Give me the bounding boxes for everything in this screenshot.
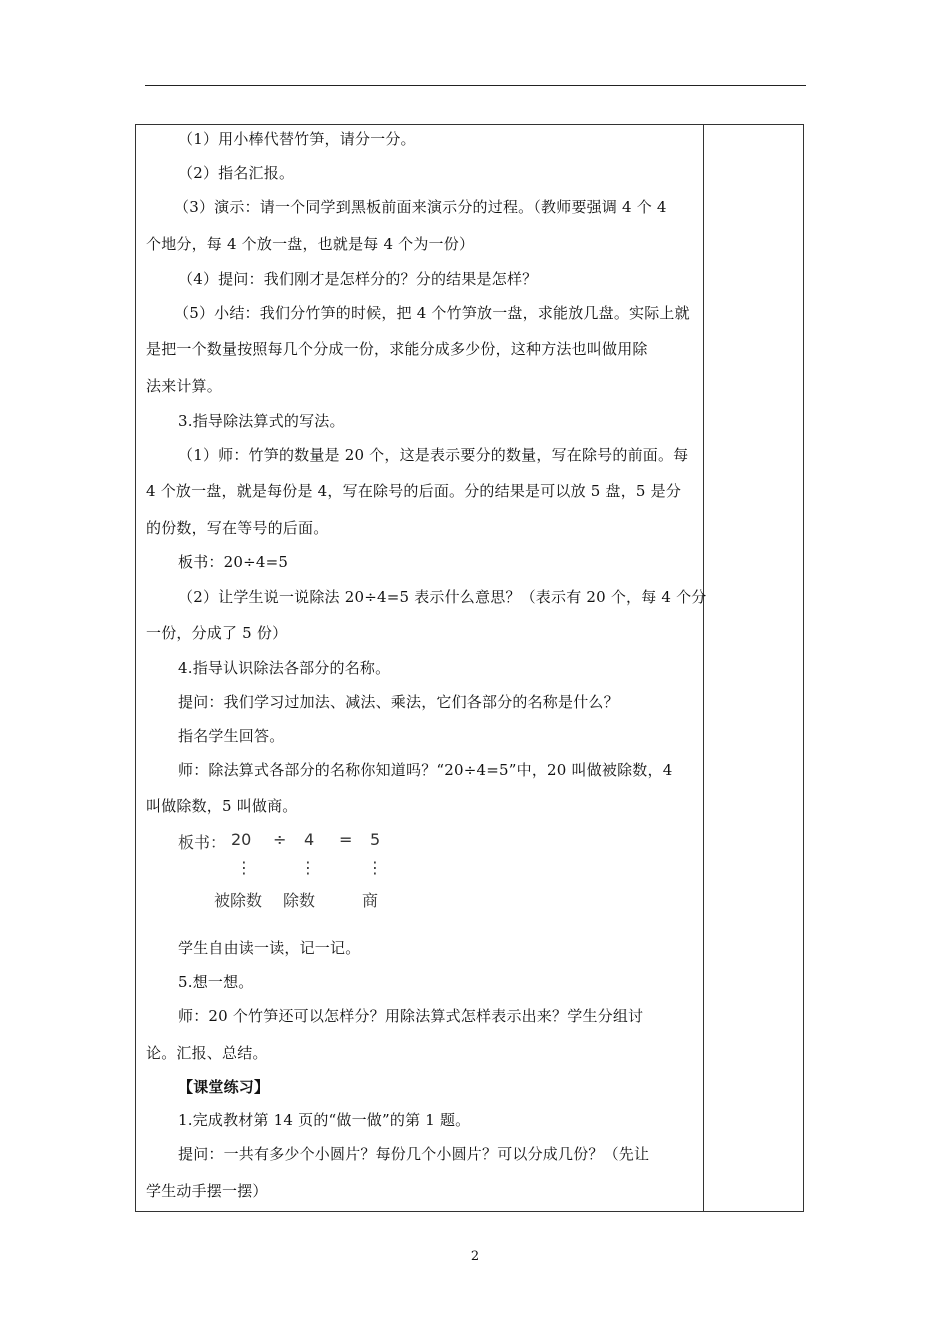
text-line: （5）小结：我们分竹笋的时候，把 4 个竹笋放一盘，求能放几盘。实际上就 (174, 304, 690, 322)
text-line: 板书：20÷4=5 (178, 553, 289, 571)
section-heading: 5.想一想。 (178, 973, 254, 991)
column-divider (703, 125, 704, 1211)
dotted-connector: ⋮ (236, 858, 252, 877)
board-label: 板书： (178, 833, 227, 852)
text-line: 提问：一共有多少个小圆片？每份几个小圆片？可以分成几份？（先让 (178, 1145, 650, 1163)
text-line: 师：除法算式各部分的名称你知道吗？“20÷4=5”中，20 叫做被除数，4 (178, 761, 673, 779)
text-line: 学生自由读一读，记一记。 (178, 939, 361, 957)
division-sign: ÷ (273, 830, 287, 849)
text-line: 个地分，每 4 个放一盘，也就是每 4 个为一份） (146, 235, 475, 253)
section-heading: 3.指导除法算式的写法。 (178, 412, 345, 430)
text-line: （3）演示：请一个同学到黑板前面来演示分的过程。（教师要强调 4 个 4 (174, 198, 667, 216)
label-dividend: 被除数 (214, 891, 263, 910)
text-line: 论。汇报、总结。 (146, 1044, 268, 1062)
text-line: （2）让学生说一说除法 20÷4=5 表示什么意思？（表示有 20 个，每 4 个分 (178, 588, 707, 606)
text-line: 提问：我们学习过加法、减法、乘法，它们各部分的名称是什么？ (178, 693, 619, 711)
dotted-connector: ⋮ (300, 858, 316, 877)
divisor: 4 (304, 830, 315, 849)
text-line: 师：20 个竹笋还可以怎样分？用除法算式怎样表示出来？学生分组讨 (178, 1007, 644, 1025)
section-heading: 4.指导认识除法各部分的名称。 (178, 659, 391, 677)
text-line: 1.完成教材第 14 页的“做一做”的第 1 题。 (178, 1111, 471, 1129)
text-line: 4 个放一盘，就是每份是 4，写在除号的后面。分的结果是可以放 5 盘，5 是分 (146, 482, 682, 500)
section-heading: 【课堂练习】 (178, 1078, 270, 1096)
header-rule (145, 85, 806, 86)
text-line: 是把一个数量按照每几个分成一份，求能分成多少份，这种方法也叫做用除 (146, 340, 648, 358)
equals-sign: = (339, 830, 353, 849)
text-line: （1）师：竹笋的数量是 20 个，这是表示要分的数量，写在除号的前面。每 (178, 446, 689, 464)
dotted-connector: ⋮ (367, 858, 383, 877)
text-line: 法来计算。 (146, 377, 223, 395)
page-number: 2 (470, 1249, 480, 1264)
text-line: 叫做除数，5 叫做商。 (146, 797, 298, 815)
text-line: （2）指名汇报。 (178, 164, 295, 182)
text-line: 一份，分成了 5 份） (146, 624, 288, 642)
lesson-table (135, 124, 804, 1212)
label-divisor: 除数 (283, 891, 316, 910)
dividend: 20 (231, 830, 252, 849)
label-quotient: 商 (362, 891, 379, 910)
text-line: 指名学生回答。 (178, 727, 285, 745)
text-line: （4）提问：我们刚才是怎样分的？分的结果是怎样？ (178, 270, 538, 288)
text-line: 学生动手摆一摆） (146, 1182, 268, 1200)
quotient: 5 (370, 830, 381, 849)
text-line: （1）用小棒代替竹笋，请分一分。 (178, 130, 416, 148)
text-line: 的份数，写在等号的后面。 (146, 519, 329, 537)
